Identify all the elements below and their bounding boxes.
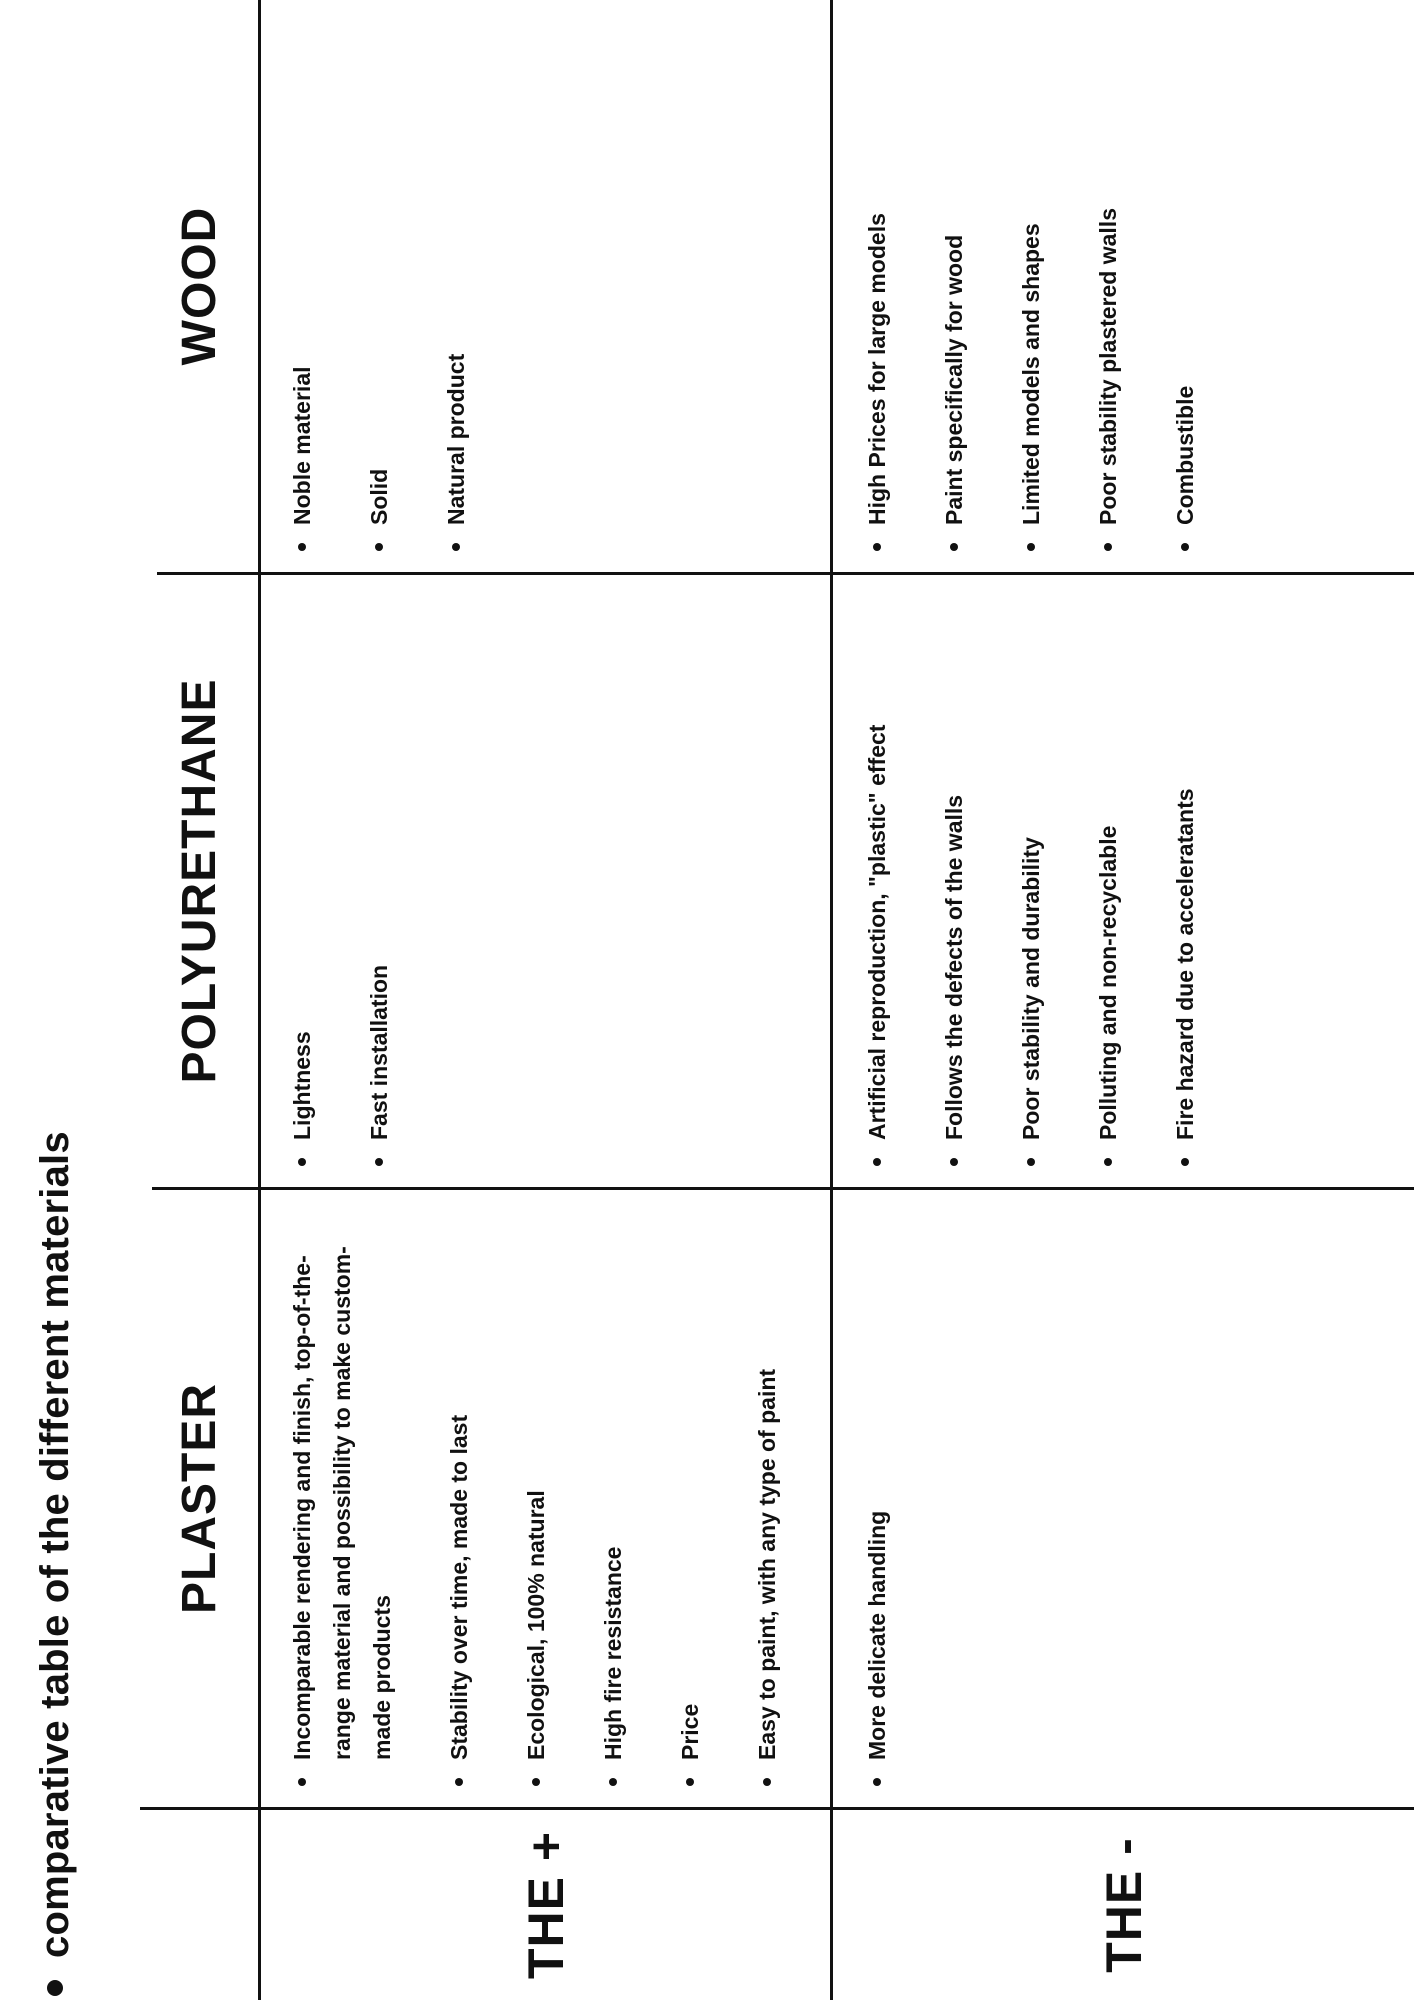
- list-item: Price: [670, 1205, 710, 1790]
- row-header-pros: THE +: [517, 1830, 574, 1980]
- page-title: comparative table of the different materials: [32, 1131, 77, 1958]
- list-item: Fast installation: [359, 590, 399, 1170]
- list-item: Poor stability and durability: [1011, 590, 1051, 1170]
- cell-wood-pros: [282, 10, 513, 555]
- list-item: Easy to paint, with any type of paint: [747, 1205, 787, 1790]
- divider-header-bottom: [258, 0, 261, 2000]
- list-item: Incomparable rendering and finish, top-of-the-range material and possibility to make custom-made products: [282, 1205, 402, 1790]
- divider-polyurethane-wood: [157, 572, 1414, 575]
- cell-wood-cons: [857, 10, 1242, 555]
- list-item: Lightness: [282, 590, 322, 1170]
- cell-polyurethane-pros: [282, 590, 436, 1170]
- list-item: Limited models and shapes: [1011, 10, 1051, 555]
- column-header-wood: WOOD: [172, 206, 226, 366]
- cell-plaster-pros: [282, 1205, 824, 1790]
- title-row: [20, 500, 90, 2000]
- list-item: More delicate handling: [857, 1205, 897, 1790]
- list-item: High fire resistance: [593, 1205, 633, 1790]
- list-item: Stability over time, made to last: [439, 1205, 479, 1790]
- divider-plaster-polyurethane: [152, 1187, 1414, 1190]
- bullet-icon: [47, 1980, 63, 1996]
- list-item: Ecological, 100% natural: [516, 1205, 556, 1790]
- list-item: Solid: [359, 10, 399, 555]
- cell-polyurethane-cons: [857, 590, 1242, 1170]
- column-header-polyurethane: POLYURETHANE: [172, 678, 226, 1084]
- divider-pros-cons: [830, 0, 833, 2000]
- list-item: Fire hazard due to acceleratants: [1165, 590, 1205, 1170]
- list-item: Noble material: [282, 10, 322, 555]
- list-item: Paint specifically for wood: [934, 10, 974, 555]
- list-item: Polluting and non-recyclable: [1088, 590, 1128, 1170]
- list-item: Follows the defects of the walls: [934, 590, 974, 1170]
- list-item: Poor stability plastered walls: [1088, 10, 1128, 555]
- row-header-cons: THE -: [1095, 1837, 1152, 1973]
- list-item: Combustible: [1165, 10, 1205, 555]
- list-item: Natural product: [436, 10, 476, 555]
- list-item: Artificial reproduction, "plastic" effect: [857, 590, 897, 1170]
- list-item: High Prices for large models: [857, 10, 897, 555]
- column-header-plaster: PLASTER: [172, 1383, 226, 1615]
- cell-plaster-cons: [857, 1205, 934, 1790]
